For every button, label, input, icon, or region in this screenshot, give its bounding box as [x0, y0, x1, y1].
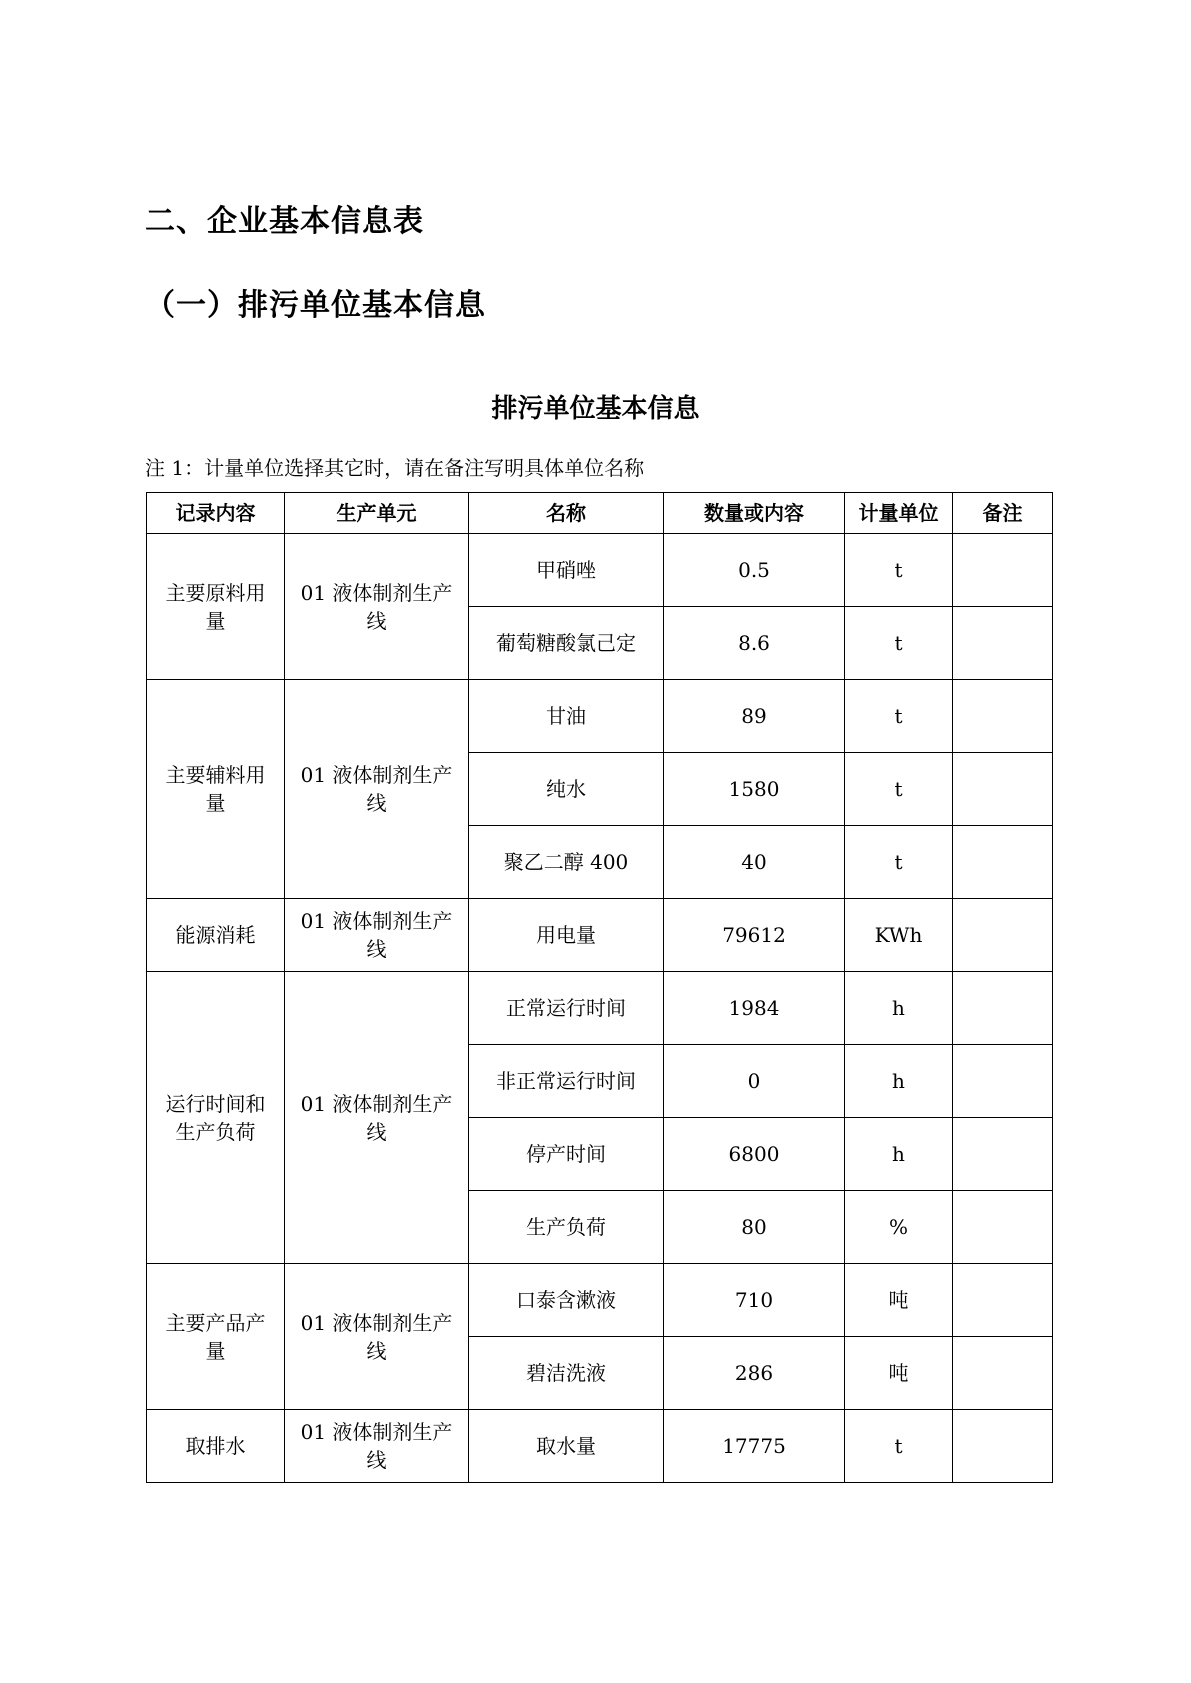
- measure-cell: 吨: [845, 1337, 953, 1410]
- remark-cell: [953, 826, 1053, 899]
- value-cell: 40: [664, 826, 845, 899]
- category-cell: 主要原料用量: [147, 534, 285, 680]
- item-name-cell: 停产时间: [469, 1118, 664, 1191]
- category-cell: 运行时间和生产负荷: [147, 972, 285, 1264]
- category-cell: 能源消耗: [147, 899, 285, 972]
- remark-cell: [953, 680, 1053, 753]
- category-cell: 取排水: [147, 1410, 285, 1483]
- item-name-cell: 甲硝唑: [469, 534, 664, 607]
- item-name-cell: 生产负荷: [469, 1191, 664, 1264]
- value-cell: 1580: [664, 753, 845, 826]
- remark-cell: [953, 972, 1053, 1045]
- remark-cell: [953, 1191, 1053, 1264]
- production-unit-cell: 01 液体制剂生产线: [285, 899, 469, 972]
- measure-cell: t: [845, 534, 953, 607]
- remark-cell: [953, 1045, 1053, 1118]
- remark-cell: [953, 534, 1053, 607]
- measure-cell: KWh: [845, 899, 953, 972]
- item-name-cell: 碧洁洗液: [469, 1337, 664, 1410]
- item-name-cell: 取水量: [469, 1410, 664, 1483]
- measure-cell: t: [845, 1410, 953, 1483]
- item-name-cell: 聚乙二醇 400: [469, 826, 664, 899]
- production-unit-cell: 01 液体制剂生产线: [285, 972, 469, 1264]
- table-title: 排污单位基本信息: [491, 394, 700, 424]
- value-cell: 79612: [664, 899, 845, 972]
- item-name-cell: 口泰含漱液: [469, 1264, 664, 1337]
- remark-cell: [953, 753, 1053, 826]
- subsection-heading: （一）排污单位基本信息: [145, 288, 486, 323]
- col-header-remark: 备注: [953, 493, 1053, 534]
- production-unit-cell: 01 液体制剂生产线: [285, 680, 469, 899]
- value-cell: 0: [664, 1045, 845, 1118]
- table-row: [147, 534, 1053, 607]
- measure-cell: h: [845, 972, 953, 1045]
- remark-cell: [953, 1410, 1053, 1483]
- section-heading: 二、企业基本信息表: [145, 204, 424, 239]
- item-name-cell: 正常运行时间: [469, 972, 664, 1045]
- col-header-name: 名称: [469, 493, 664, 534]
- header-row: [147, 493, 1053, 534]
- value-cell: 17775: [664, 1410, 845, 1483]
- measure-cell: t: [845, 607, 953, 680]
- col-header-record: 记录内容: [147, 493, 285, 534]
- value-cell: 80: [664, 1191, 845, 1264]
- table-row: [147, 972, 1053, 1045]
- measure-cell: h: [845, 1118, 953, 1191]
- table-row: [147, 1410, 1053, 1483]
- col-header-value: 数量或内容: [664, 493, 845, 534]
- item-name-cell: 纯水: [469, 753, 664, 826]
- production-unit-cell: 01 液体制剂生产线: [285, 1410, 469, 1483]
- remark-cell: [953, 1264, 1053, 1337]
- value-cell: 8.6: [664, 607, 845, 680]
- info-table: [146, 492, 1053, 1483]
- col-header-unit: 生产单元: [285, 493, 469, 534]
- value-cell: 1984: [664, 972, 845, 1045]
- table-row: [147, 680, 1053, 753]
- remark-cell: [953, 607, 1053, 680]
- col-header-measure: 计量单位: [845, 493, 953, 534]
- item-name-cell: 用电量: [469, 899, 664, 972]
- item-name-cell: 非正常运行时间: [469, 1045, 664, 1118]
- table-note: 注 1：计量单位选择其它时，请在备注写明具体单位名称: [145, 456, 645, 480]
- measure-cell: %: [845, 1191, 953, 1264]
- category-cell: 主要辅料用量: [147, 680, 285, 899]
- value-cell: 89: [664, 680, 845, 753]
- measure-cell: t: [845, 826, 953, 899]
- measure-cell: t: [845, 753, 953, 826]
- measure-cell: h: [845, 1045, 953, 1118]
- value-cell: 286: [664, 1337, 845, 1410]
- production-unit-cell: 01 液体制剂生产线: [285, 1264, 469, 1410]
- measure-cell: 吨: [845, 1264, 953, 1337]
- value-cell: 0.5: [664, 534, 845, 607]
- table-row: [147, 1264, 1053, 1337]
- production-unit-cell: 01 液体制剂生产线: [285, 534, 469, 680]
- category-cell: 主要产品产量: [147, 1264, 285, 1410]
- value-cell: 6800: [664, 1118, 845, 1191]
- measure-cell: t: [845, 680, 953, 753]
- item-name-cell: 葡萄糖酸氯己定: [469, 607, 664, 680]
- remark-cell: [953, 899, 1053, 972]
- item-name-cell: 甘油: [469, 680, 664, 753]
- value-cell: 710: [664, 1264, 845, 1337]
- remark-cell: [953, 1118, 1053, 1191]
- table-row: [147, 899, 1053, 972]
- remark-cell: [953, 1337, 1053, 1410]
